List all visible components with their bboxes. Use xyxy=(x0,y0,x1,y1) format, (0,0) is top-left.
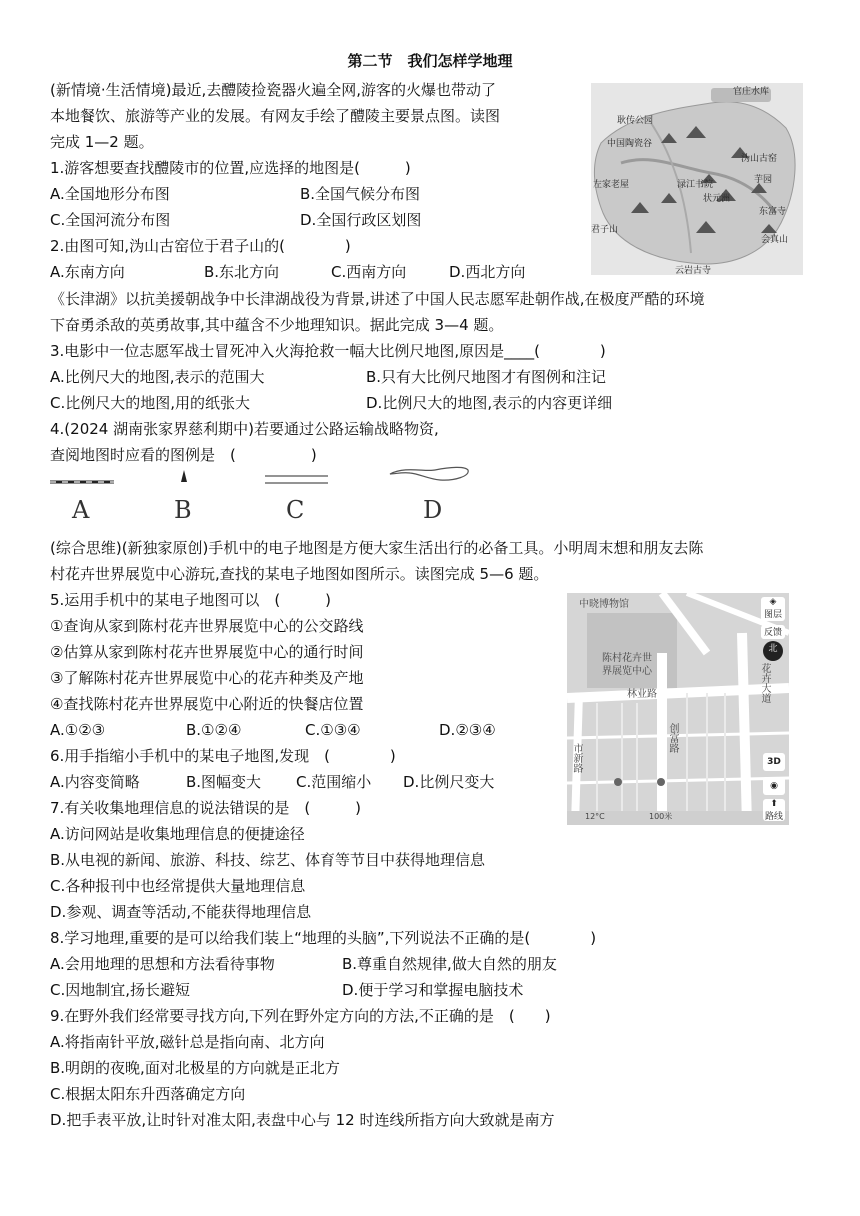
route-icon: ⬆ xyxy=(770,799,778,809)
layers-label: 图层 xyxy=(763,610,782,620)
3d-button[interactable]: 3D xyxy=(763,753,785,771)
intro-text: 《长津湖》以抗美援朝战争中长津湖战役为背景,讲述了中国人民志愿军赴朝作战,在极度严酷的环境 xyxy=(50,290,705,308)
map-label: 君子山 xyxy=(591,225,619,235)
section-title: 第二节 我们怎样学地理 xyxy=(347,52,513,70)
electronic-map xyxy=(567,593,789,825)
option-d: D.②③④ xyxy=(439,721,496,739)
option-a: A.①②③ xyxy=(50,721,106,739)
legend-letter-c: C xyxy=(286,496,305,524)
map-road-label: 花卉大道 xyxy=(759,663,770,703)
map-place-label: 中晓博物馆 xyxy=(579,599,629,610)
map-label: 状元洲 xyxy=(703,194,731,204)
intro-text: 村花卉世界展览中心游玩,查找的某电子地图如图所示。读图完成 5—6 题。 xyxy=(50,565,549,583)
route-button[interactable] xyxy=(763,799,785,821)
question-4: 4.(2024 湖南张家界慈利期中)若要通过公路运输战略物资, xyxy=(50,420,439,438)
option-b: B.从电视的新闻、旅游、科技、综艺、体育等节目中获得地理信息 xyxy=(50,851,486,869)
legend-symbols xyxy=(50,462,520,496)
question-9: 9.在野外我们经常要寻找方向,下列在野外定方向的方法,不正确的是 ( ) xyxy=(50,1007,551,1025)
statement: ①查询从家到陈村花卉世界展览中心的公交路线 xyxy=(50,617,364,635)
legend-letter-b: B xyxy=(174,496,192,524)
option-d: D.比例尺大的地图,表示的内容更详细 xyxy=(366,394,613,412)
map-roads xyxy=(567,593,789,825)
option-c: C.范围缩小 xyxy=(296,773,372,791)
legend-letter-d: D xyxy=(423,496,443,524)
legend-options xyxy=(50,462,520,532)
option-c: C.各种报刊中也经常提供大量地理信息 xyxy=(50,877,306,895)
option-b: B.只有大比例尺地图才有图例和注记 xyxy=(366,368,607,386)
question-4: 查阅地图时应看的图例是 ( ) xyxy=(50,446,317,464)
option-c: C.全国河流分布图 xyxy=(50,211,171,229)
question-2: 2.由图可知,沩山古窑位于君子山的( ) xyxy=(50,237,351,255)
map-label: 云岩古寺 xyxy=(675,266,712,275)
statement: ②估算从家到陈村花卉世界展览中心的通行时间 xyxy=(50,643,364,661)
map-road-label: 市新路 xyxy=(571,743,582,773)
map-road-label: 林业路 xyxy=(627,689,657,700)
option-a: A.比例尺大的地图,表示的范围大 xyxy=(50,368,265,386)
question-7: 7.有关收集地理信息的说法错误的是 ( ) xyxy=(50,799,362,817)
option-d: D.把手表平放,让时针对准太阳,表盘中心与 12 时连线所指方向大致就是南方 xyxy=(50,1111,555,1129)
layers-button[interactable] xyxy=(761,597,785,621)
legend-letter-a: A xyxy=(72,496,90,524)
option-d: D.便于学习和掌握电脑技术 xyxy=(342,981,524,999)
question-5: 5.运用手机中的某电子地图可以 ( ) xyxy=(50,591,332,609)
option-b: B.全国气候分布图 xyxy=(300,185,421,203)
map-label: 中国陶瓷谷 xyxy=(607,139,653,149)
compass-icon[interactable]: 北 xyxy=(763,641,783,661)
option-b: B.明朗的夜晚,面对北极星的方向就是正北方 xyxy=(50,1059,340,1077)
map-venue-label: 陈村花卉世 xyxy=(602,653,652,664)
intro-text: (综合思维)(新独家原创)手机中的电子地图是方便大家生活出行的必备工具。小明周末想和朋友去陈 xyxy=(50,539,704,557)
map-label: 官庄水库 xyxy=(733,87,770,97)
map-label: 会真山 xyxy=(761,235,789,245)
map-venue-label: 界展览中心 xyxy=(602,666,652,677)
option-b: B.东北方向 xyxy=(204,263,280,281)
intro-text: 下奋勇杀敌的英勇故事,其中蕴含不少地理知识。据此完成 3—4 题。 xyxy=(50,316,504,334)
option-a: A.将指南针平放,磁针总是指向南、北方向 xyxy=(50,1033,325,1051)
liling-scenic-map xyxy=(591,83,803,275)
option-b: B.尊重自然规律,做大自然的朋友 xyxy=(342,955,557,973)
option-a: A.内容变简略 xyxy=(50,773,140,791)
option-b: B.①②④ xyxy=(186,721,242,739)
temperature-label: 12°C xyxy=(585,812,605,821)
statement: ③了解陈村花卉世界展览中心的花卉种类及产地 xyxy=(50,669,364,687)
option-a: A.访问网站是收集地理信息的便捷途径 xyxy=(50,825,305,843)
option-d: D.参观、调查等活动,不能获得地理信息 xyxy=(50,903,312,921)
option-a: A.全国地形分布图 xyxy=(50,185,170,203)
option-a: A.东南方向 xyxy=(50,263,125,281)
feedback-button[interactable]: 反馈 xyxy=(761,625,785,639)
option-d: D.全国行政区划图 xyxy=(300,211,422,229)
intro-text: 本地餐饮、旅游等产业的发展。有网友手绘了醴陵主要景点图。读图 xyxy=(50,107,501,125)
option-a: A.会用地理的思想和方法看待事物 xyxy=(50,955,275,973)
question-6: 6.用手指缩小手机中的某电子地图,发现 ( ) xyxy=(50,747,396,765)
map-label: 芋园 xyxy=(754,175,773,185)
layers-icon: ◈ xyxy=(769,597,777,607)
scale-label: 100米 xyxy=(649,812,673,821)
intro-text: (新情境·生活情境)最近,去醴陵捡瓷器火遍全网,游客的火爆也带动了 xyxy=(50,81,497,99)
question-8: 8.学习地理,重要的是可以给我们装上“地理的头脑”,下列说法不正确的是( ) xyxy=(50,929,597,947)
question-1: 1.游客想要查找醴陵市的位置,应选择的地图是( ) xyxy=(50,159,411,177)
option-c: C.因地制宜,扬长避短 xyxy=(50,981,191,999)
locate-icon[interactable]: ◉ xyxy=(763,777,785,795)
option-d: D.西北方向 xyxy=(449,263,526,281)
map-label: 左家老屋 xyxy=(593,180,630,190)
map-road-label: 创富路 xyxy=(667,723,678,753)
intro-text: 完成 1—2 题。 xyxy=(50,133,154,151)
option-b: B.图幅变大 xyxy=(186,773,262,791)
option-c: C.西南方向 xyxy=(331,263,407,281)
question-3: 3.电影中一位志愿军战士冒死冲入火海抢救一幅大比例尺地图,原因是____( ) xyxy=(50,342,606,360)
route-label: 路线 xyxy=(764,812,783,822)
map-label: 东富寺 xyxy=(759,207,787,217)
map-label: 渌江书院 xyxy=(677,180,714,190)
statement: ④查找陈村花卉世界展览中心附近的快餐店位置 xyxy=(50,695,364,713)
option-d: D.比例尺变大 xyxy=(403,773,495,791)
option-c: C.比例尺大的地图,用的纸张大 xyxy=(50,394,251,412)
map-label: 耿传公园 xyxy=(617,116,654,126)
option-c: C.根据太阳东升西落确定方向 xyxy=(50,1085,246,1103)
option-c: C.①③④ xyxy=(305,721,361,739)
map-label: 沩山古窑 xyxy=(741,154,778,164)
